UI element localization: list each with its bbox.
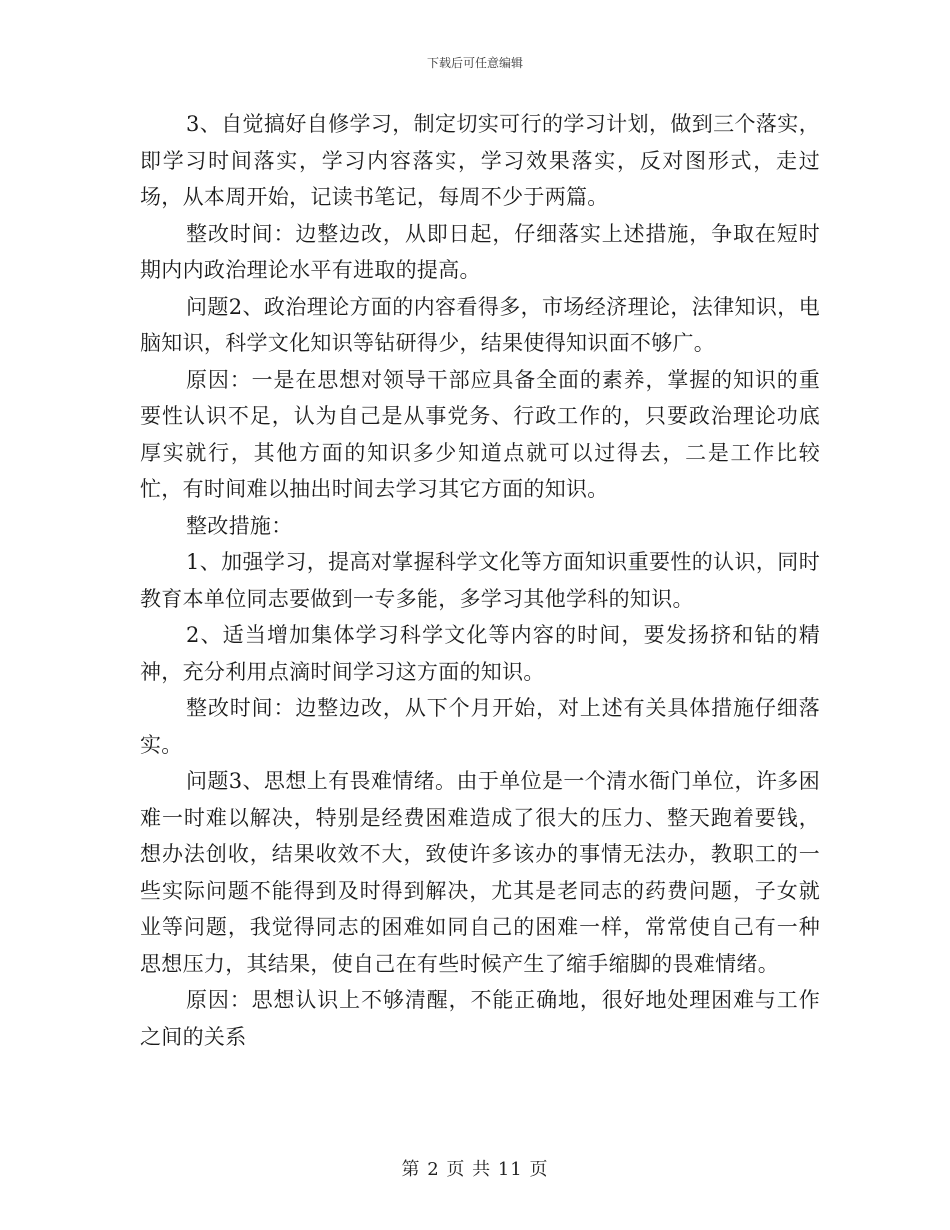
paragraph-cause-3: 原因：思想认识上不够清醒，不能正确地，很好地处理困难与工作之间的关系 bbox=[140, 988, 820, 1049]
page-number-footer: 第 2 页 共 11 页 bbox=[401, 1159, 549, 1180]
paragraph-rectification-time-2: 整改时间：边整边改，从下个月开始，对上述有关具体措施仔细落实。 bbox=[140, 696, 820, 757]
paragraph-self-study: 3、自觉搞好自修学习，制定切实可行的学习计划，做到三个落实，即学习时间落实，学习内容落实，学习效果落实，反对图形式，走过场，从本周开始，记读书笔记，每周不少于两篇。 bbox=[140, 112, 820, 209]
paragraph-issue-2: 问题2、政治理论方面的内容看得多，市场经济理论，法律知识，电脑知识，科学文化知识等钻研得少，结果使得知识面不够广。 bbox=[140, 294, 820, 355]
paragraph-measure-1: 1、加强学习，提高对掌握科学文化等方面知识重要性的认识，同时教育本单位同志要做到一专多能，多学习其他学科的知识。 bbox=[140, 550, 820, 611]
paragraph-rectification-time-1: 整改时间：边整边改，从即日起，仔细落实上述措施，争取在短时期内内政治理论水平有进取的提高。 bbox=[140, 221, 820, 282]
paragraph-measure-2: 2、适当增加集体学习科学文化等内容的时间，要发扬挤和钻的精神，充分利用点滴时间学习这方面的知识。 bbox=[140, 623, 820, 684]
paragraph-cause-2: 原因：一是在思想对领导干部应具备全面的素养，掌握的知识的重要性认识不足，认为自己是从事党务、行政工作的，只要政治理论功底厚实就行，其他方面的知识多少知道点就可以过得去，二是工作比较忙，有时间难以抽出时间去学习其它方面的知识。 bbox=[140, 367, 820, 501]
paragraph-measures-heading: 整改措施： bbox=[186, 513, 293, 538]
page-header-note: 下载后可任意编辑 bbox=[426, 56, 523, 70]
document-body bbox=[140, 106, 820, 1055]
paragraph-issue-3: 问题3、思想上有畏难情绪。由于单位是一个清水衙门单位，许多困难一时难以解决，特别是经费困难造成了很大的压力、整天跑着要钱，想办法创收，结果收效不大，致使许多该办的事情无法办，教职工的一些实际问题不能得到及时得到解决，尤其是老同志的药费问题，子女就业等问题，我觉得同志的困难如同自己的困难一样，常常使自己有一种思想压力，其结果，使自己在有些时候产生了缩手缩脚的畏难情绪。 bbox=[140, 769, 820, 976]
